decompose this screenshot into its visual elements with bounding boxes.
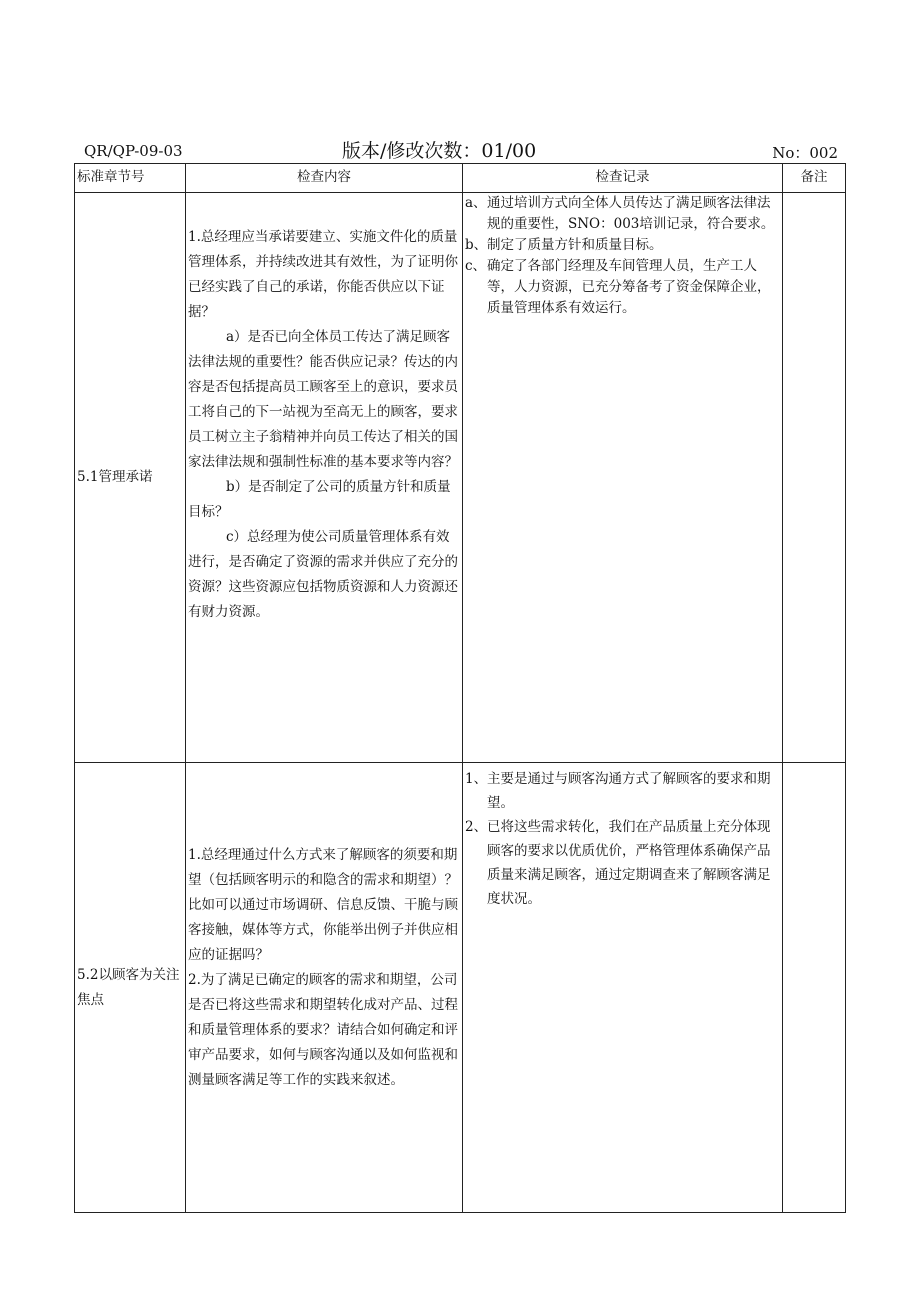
record-text: 主要是通过与顾客沟通方式了解顾客的要求和期望。 [487, 771, 771, 811]
remark-cell [783, 193, 846, 763]
table-row [75, 763, 846, 1213]
record-marker: c、 [465, 258, 487, 274]
record-item [465, 193, 780, 235]
record-cell [463, 763, 783, 1213]
record-text: 确定了各部门经理及车间管理人员，生产工人等，人力资源，已充分筹备考了资金保障企业，质量管理体系有效运行。 [487, 258, 771, 316]
table-header-row [75, 164, 846, 193]
column-header-section: 标准章节号 [75, 164, 186, 193]
column-header-record: 检查记录 [463, 164, 783, 193]
record-marker: 2、 [465, 819, 488, 835]
record-marker: a、 [465, 195, 487, 211]
remark-cell [783, 763, 846, 1213]
table-row [75, 193, 846, 763]
version-label: 版本/修改次数：01/00 [342, 140, 537, 162]
record-text: 通过培训方式向全体人员传达了满足顾客法律法规的重要性，SNO：003培训记录，符合要求。 [487, 195, 775, 232]
record-marker: b、 [465, 237, 488, 253]
document-code: QR/QP-09-03 [84, 142, 183, 160]
content-paragraph: 1.总经理应当承诺要建立、实施文件化的质量管理体系，并持续改进其有效性，为了证明你已经实践了自己的承诺，你能否供应以下证据？ [188, 229, 458, 320]
content-cell [186, 763, 463, 1213]
record-cell [463, 193, 783, 763]
record-marker: 1、 [465, 771, 488, 787]
record-text: 已将这些需求转化，我们在产品质量上充分体现顾客的要求以优质优价，严格管理体系确保产品质量来满足顾客，通过定期调查来了解顾客满足度状况。 [487, 819, 771, 907]
content-paragraph: c）总经理为使公司质量管理体系有效进行，是否确定了资源的需求并供应了充分的资源？这些资源应包括物质资源和人力资源还有财力资源。 [188, 529, 458, 620]
record-item [465, 767, 780, 815]
section-cell: 5.1管理承诺 [75, 193, 186, 763]
audit-checklist-table [74, 163, 846, 1213]
content-cell [186, 193, 463, 763]
content-paragraph: a）是否已向全体员工传达了满足顾客法律法规的重要性？能否供应记录？传达的内容是否包括提高员工顾客至上的意识，要求员工将自己的下一站视为至高无上的顾客，要求员工树立主子翁精神并向员工传达了相关的国家法律法规和强制性标准的基本要求等内容？ [188, 329, 458, 470]
record-item [465, 235, 780, 256]
content-paragraph: 1.总经理通过什么方式来了解顾客的须要和期望（包括顾客明示的和隐含的需求和期望）？比如可以通过市场调研、信息反馈、干脆与顾客接触，媒体等方式，你能举出例子并供应相应的证据吗？ [188, 847, 458, 963]
document-number: No：002 [772, 144, 838, 162]
record-text: 制定了质量方针和质量目标。 [487, 237, 663, 253]
content-paragraph: 2.为了满足已确定的顾客的需求和期望，公司是否已将这些需求和期望转化成对产品、过程和质量管理体系的要求？请结合如何确定和评审产品要求，如何与顾客沟通以及如何监视和测量顾客满足等工作的实践来叙述。 [188, 972, 458, 1088]
record-item [465, 815, 780, 911]
record-item [465, 256, 780, 319]
content-paragraph: b）是否制定了公司的质量方针和质量目标？ [188, 479, 451, 520]
column-header-content: 检查内容 [186, 164, 463, 193]
section-cell: 5.2以顾客为关注焦点 [75, 763, 186, 1213]
column-header-remark: 备注 [783, 164, 846, 193]
document-header [76, 136, 844, 164]
